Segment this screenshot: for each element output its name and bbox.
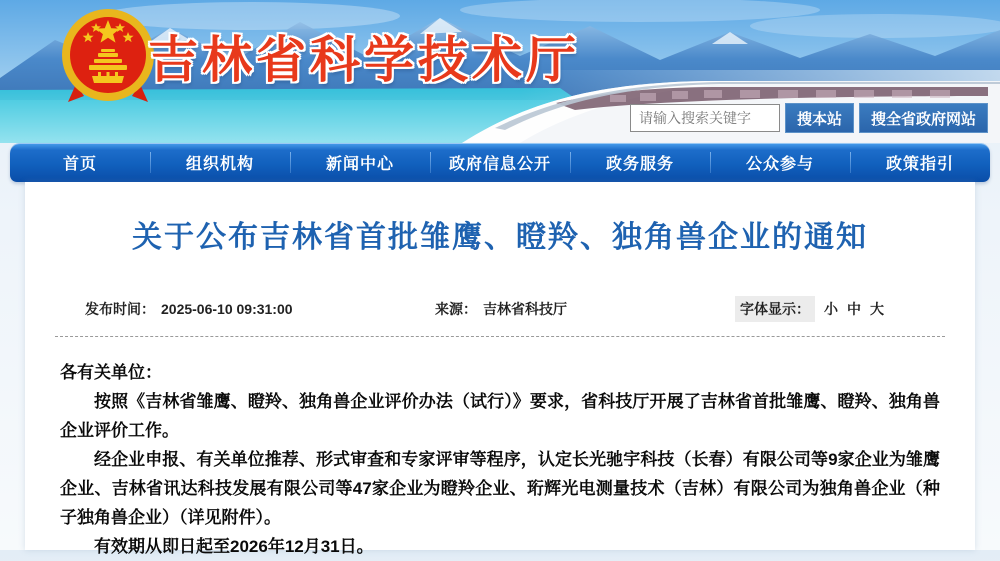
- nav-item-participation[interactable]: 公众参与: [710, 143, 850, 182]
- font-size-label: 字体显示：: [735, 296, 815, 322]
- publish-time-label: 发布时间：: [85, 301, 155, 317]
- nav-item-policy-guide[interactable]: 政策指引: [850, 143, 990, 182]
- article-paragraph: 按照《吉林省雏鹰、瞪羚、独角兽企业评价办法（试行）》要求，省科技厅开展了吉林省首批雏鹰、瞪羚、独角兽企业评价工作。: [60, 392, 940, 440]
- article-paragraph: 经企业申报、有关单位推荐、形式审查和专家评审等程序，认定长光驰宇科技（长春）有限公司等9家企业为雏鹰企业、吉林省讯达科技发展有限公司等47家企业为瞪羚企业、珩辉光电测量技术（吉林）有限公司为独角兽企业（种子独角兽企业）（详见附件）。: [60, 450, 940, 527]
- search-site-button[interactable]: 搜本站: [785, 103, 854, 133]
- search-input[interactable]: [630, 104, 780, 132]
- nav-item-news[interactable]: 新闻中心: [290, 143, 430, 182]
- publish-time-value: 2025-06-10 09:31:00: [161, 301, 293, 317]
- article-paragraph: 有效期从即日起至2026年12月31日。: [94, 537, 374, 556]
- nav-item-gov-info[interactable]: 政府信息公开: [430, 143, 570, 182]
- article-body: [25, 337, 975, 561]
- nav-item-organization[interactable]: 组织机构: [150, 143, 290, 182]
- national-emblem-logo: [58, 6, 158, 106]
- site-header: [0, 0, 1000, 143]
- nav-item-services[interactable]: 政务服务: [570, 143, 710, 182]
- font-size-medium-link[interactable]: 中: [847, 301, 861, 317]
- publish-time: [85, 299, 435, 319]
- font-size-large-link[interactable]: 大: [870, 301, 884, 317]
- article-page: [25, 182, 975, 556]
- font-size-switcher: [735, 296, 884, 322]
- source: [435, 299, 735, 319]
- font-size-small-link[interactable]: 小: [824, 301, 838, 317]
- site-title: 吉林省科学技术厅: [148, 32, 580, 88]
- article-title: 关于公布吉林省首批雏鹰、瞪羚、独角兽企业的通知: [132, 221, 868, 254]
- nav-item-home[interactable]: 首页: [62, 156, 97, 173]
- search-gov-button[interactable]: 搜全省政府网站: [859, 103, 988, 133]
- article-meta: [25, 296, 975, 322]
- source-value: 吉林省科技厅: [483, 301, 567, 317]
- article-paragraph: 各有关单位：: [60, 363, 162, 382]
- search-bar: [630, 103, 988, 133]
- main-nav: [10, 143, 990, 182]
- source-label: 来源：: [435, 301, 477, 317]
